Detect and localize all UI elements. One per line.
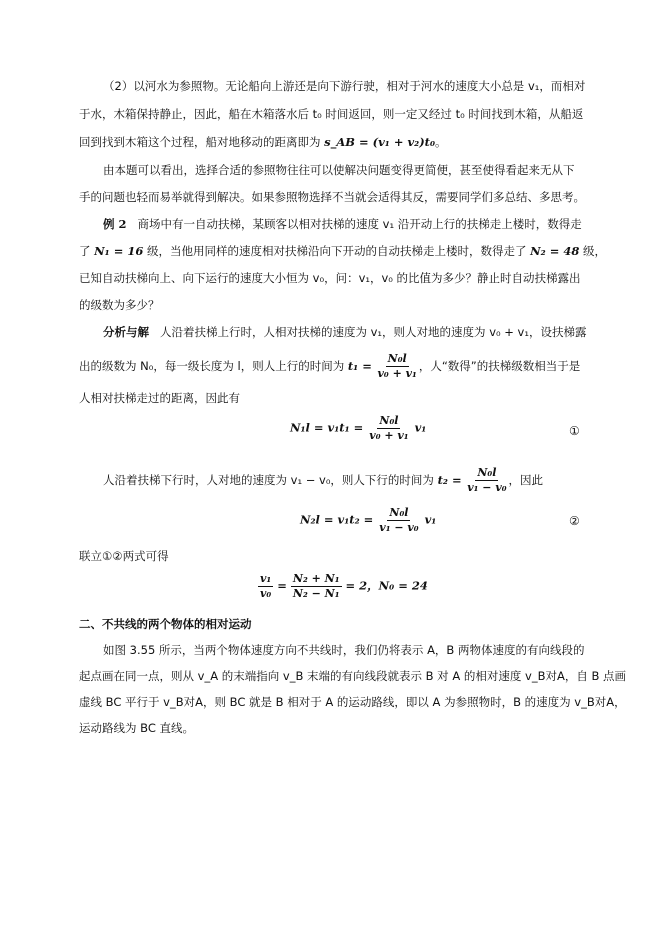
example2-text2a: 了 bbox=[79, 244, 95, 258]
t2-lhs: t₂ = bbox=[437, 473, 462, 487]
equation-2-fraction bbox=[377, 506, 420, 535]
example2-text2b: 级，当他用同样的速度相对扶梯沿向下开动的自动扶梯走上楼时，数得走了 bbox=[143, 244, 531, 258]
t1-fraction bbox=[376, 352, 419, 381]
section2-title: 二、不共线的两个物体的相对运动 bbox=[79, 617, 252, 631]
example2-line2 bbox=[79, 241, 606, 261]
solution-line5: 联立①②两式可得 bbox=[79, 549, 169, 563]
n1-value: N₁ = 16 bbox=[94, 244, 144, 258]
equation-2-number: ② bbox=[569, 514, 580, 528]
para1-line3-end: 。 bbox=[434, 135, 447, 149]
solution-line2 bbox=[79, 352, 580, 381]
para2-line2: 手的问题也轻而易举就得到解决。如果参照物选择不当就会适得其反，需要同学们多总结、多思考。 bbox=[79, 190, 585, 204]
count-denominator: N₂ − N₁ bbox=[292, 587, 340, 600]
section2-line3: 虚线 BC 平行于 v_B对A，则 BC 就是 B 相对于 A 的运动路线，即以 A 为参照物时，B 的速度为 v_B对A， bbox=[79, 695, 626, 709]
para1-line3 bbox=[79, 132, 446, 152]
example2-text1: 商场中有一自动扶梯，某顾客以相对扶梯的速度 v₁ 沿开动上行的扶梯走上楼时，数得走 bbox=[137, 217, 582, 231]
solution-line3: 人相对扶梯走过的距离，因此有 bbox=[79, 391, 240, 405]
equation-1-rhs: v₁ bbox=[414, 420, 427, 435]
solution-text2a: 出的级数为 N₀，每一级长度为 l，则人上行的时间为 bbox=[79, 359, 348, 373]
ratio-fraction bbox=[258, 572, 273, 601]
solution-text4a: 人沿着扶梯下行时，人对地的速度为 v₁ − v₀，则人下行的时间为 bbox=[103, 473, 438, 487]
solution-line1 bbox=[103, 322, 586, 342]
distance-formula: s_AB = (v₁ + v₂)t₀ bbox=[324, 135, 435, 149]
t2-denominator: v₁ − v₀ bbox=[467, 481, 507, 494]
solution-text1: 人沿着扶梯上行时，人相对扶梯的速度为 v₁，则人对地的速度为 v₀ + v₁，设扶梯露 bbox=[159, 325, 587, 339]
equation-2-denominator: v₁ − v₀ bbox=[379, 521, 419, 534]
t1-lhs: t₁ = bbox=[347, 359, 372, 373]
equation-3-equals: = bbox=[277, 578, 287, 593]
equation-3-result: = 2，N₀ = 24 bbox=[345, 578, 428, 593]
count-numerator: N₂ + N₁ bbox=[292, 572, 340, 585]
equation-1-fraction bbox=[367, 414, 410, 443]
example2-text2c: 级， bbox=[579, 244, 607, 258]
example2-label: 例 2 bbox=[103, 217, 127, 231]
t2-fraction bbox=[465, 466, 508, 495]
equation-2-lhs: N₂l = v₁t₂ = bbox=[300, 512, 374, 527]
solution-text2b: ，人“数得”的扶梯级数相当于是 bbox=[418, 359, 581, 373]
equation-3 bbox=[258, 572, 428, 601]
equation-1-number: ① bbox=[569, 424, 580, 438]
t1-numerator: N₀l bbox=[387, 352, 407, 365]
t2-numerator: N₀l bbox=[477, 466, 497, 479]
section2-line2: 起点画在同一点，则从 v_A 的末端指向 v_B 末端的有向线段就表示 B 对 A 的相对速度 v_B对A，自 B 点画 bbox=[79, 669, 627, 683]
para2-line1: 由本题可以看出，选择合适的参照物往往可以使解决问题变得更简便，甚至使得看起来无从下 bbox=[103, 163, 575, 177]
ratio-numerator: v₁ bbox=[260, 572, 272, 585]
equation-1-numerator: N₀l bbox=[379, 414, 399, 427]
t1-denominator: v₀ + v₁ bbox=[377, 367, 417, 380]
section2-line1: 如图 3.55 所示，当两个物体速度方向不共线时，我们仍将表示 A，B 两物体速度的有向线段的 bbox=[103, 643, 585, 657]
para1-line3-text: 回到找到木箱这个过程，船对地移动的距离即为 bbox=[79, 135, 325, 149]
equation-2-numerator: N₀l bbox=[389, 506, 409, 519]
equation-1 bbox=[290, 414, 426, 443]
equation-2 bbox=[300, 506, 436, 535]
solution-text4b: ，因此 bbox=[508, 473, 544, 487]
equation-1-lhs: N₁l = v₁t₁ = bbox=[290, 420, 364, 435]
solution-line4 bbox=[103, 466, 543, 495]
equation-1-denominator: v₀ + v₁ bbox=[369, 429, 409, 442]
example2-line3: 已知自动扶梯向上、向下运行的速度大小恒为 v₀，问：v₁，v₀ 的比值为多少？静止时自动扶梯露出 bbox=[79, 271, 581, 285]
n2-value: N₂ = 48 bbox=[530, 244, 580, 258]
equation-2-rhs: v₁ bbox=[424, 512, 437, 527]
section2-line4: 运动路线为 BC 直线。 bbox=[79, 721, 195, 735]
count-fraction bbox=[291, 572, 342, 601]
para1-line1: （2）以河水为参照物。无论船向上游还是向下游行驶，相对于河水的速度大小总是 v₁，而相对 bbox=[103, 79, 586, 93]
ratio-denominator: v₀ bbox=[260, 587, 272, 600]
example2-line4: 的级数为多少？ bbox=[79, 298, 160, 312]
solution-label: 分析与解 bbox=[103, 325, 149, 339]
example2-line1 bbox=[103, 214, 582, 234]
para1-line2: 于水，木箱保持静止，因此，船在木箱落水后 t₀ 时间返回，则一定又经过 t₀ 时间找到木箱，从船返 bbox=[79, 107, 584, 121]
